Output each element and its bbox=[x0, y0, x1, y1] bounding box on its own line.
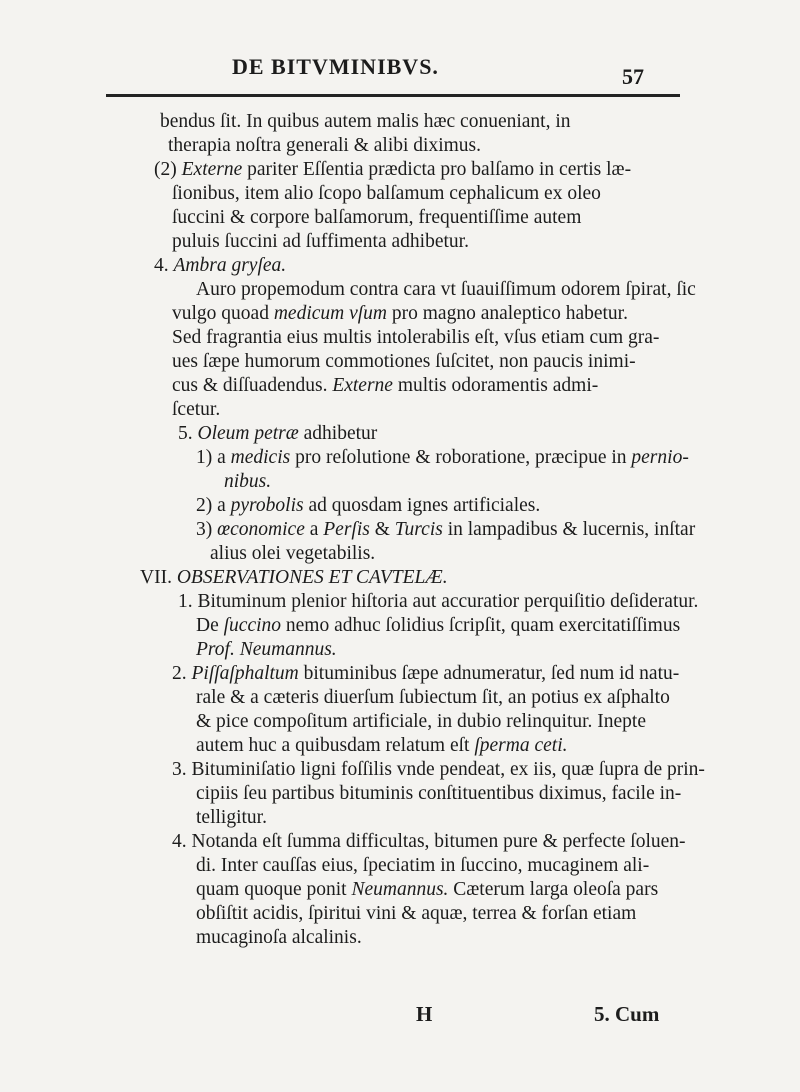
header-rule bbox=[106, 94, 680, 97]
text-line bbox=[196, 734, 567, 758]
text-run: ſuccini & corpore balſamorum, frequentiſſime autem bbox=[172, 207, 582, 228]
page-footer bbox=[0, 1002, 800, 1032]
italic-run: ſperma ceti. bbox=[474, 735, 568, 756]
text-line bbox=[196, 902, 636, 926]
text-run: VII. bbox=[140, 567, 177, 588]
text-line bbox=[172, 302, 628, 326]
text-line bbox=[172, 398, 220, 422]
text-run: ſionibus, item alio ſcopo balſamum cephalicum ex oleo bbox=[172, 183, 601, 204]
text-run: cus & diſſuadendus. bbox=[172, 375, 333, 396]
text-run: quam quoque ponit bbox=[196, 879, 352, 900]
text-line bbox=[196, 638, 337, 662]
text-run: rale & a cæteris diuerſum ſubiectum ſit, an potius ex aſphalto bbox=[196, 687, 670, 708]
text-run: & pice compoſitum artificiale, in dubio relinquitur. Inepte bbox=[196, 711, 647, 732]
text-line bbox=[224, 470, 271, 494]
text-line bbox=[196, 806, 267, 830]
running-head bbox=[0, 54, 800, 94]
signature-mark: H bbox=[416, 1002, 433, 1026]
italic-run: Externe bbox=[181, 159, 243, 180]
text-run: cipiis ſeu partibus bituminis conſtituentibus diximus, facile in- bbox=[196, 783, 682, 804]
text-line bbox=[196, 686, 670, 710]
italic-run: ſuccino bbox=[223, 615, 282, 636]
text-run: bituminibus ſæpe adnumeratur, ſed num id natu- bbox=[298, 663, 680, 684]
text-run: a bbox=[304, 519, 324, 540]
text-run: pariter Eſſentia prædicta pro balſamo in certis læ- bbox=[242, 159, 632, 180]
text-line bbox=[196, 782, 681, 806]
page-number: 57 bbox=[622, 64, 644, 89]
italic-run: Oleum petræ bbox=[197, 423, 299, 444]
italic-run: Turcis bbox=[394, 519, 443, 540]
italic-run: Neumannus. bbox=[351, 879, 449, 900]
text-run: (2) bbox=[154, 159, 182, 180]
text-line bbox=[154, 254, 286, 278]
text-run: therapia noſtra generali & alibi diximus. bbox=[168, 135, 481, 156]
italic-run: Piſſaſphaltum bbox=[191, 663, 299, 684]
text-run: 3) bbox=[196, 519, 218, 540]
text-run: obſiſtit acidis, ſpiritui vini & aquæ, terrea & forſan etiam bbox=[196, 903, 637, 924]
text-run: puluis ſuccini ad ſuffimenta adhibetur. bbox=[172, 231, 469, 252]
text-line bbox=[196, 446, 689, 470]
text-run: multis odoramentis admi- bbox=[392, 375, 599, 396]
italic-run: Perſis bbox=[323, 519, 370, 540]
text-line bbox=[196, 518, 695, 542]
text-line bbox=[196, 494, 540, 518]
italic-run: OBSERVATIONES ET CAVTELÆ. bbox=[176, 567, 448, 588]
text-run: ad quosdam ignes artificiales. bbox=[303, 495, 541, 516]
text-run: 4. bbox=[154, 255, 174, 276]
text-line bbox=[172, 830, 686, 854]
text-line bbox=[178, 422, 377, 446]
italic-run: Prof. Neumannus. bbox=[196, 639, 337, 660]
text-line bbox=[210, 542, 375, 566]
text-line bbox=[172, 206, 581, 230]
text-run: 2) a bbox=[196, 495, 231, 516]
text-run: telligitur. bbox=[196, 807, 267, 828]
text-line bbox=[172, 326, 659, 350]
text-line bbox=[196, 926, 362, 950]
text-run: & bbox=[369, 519, 395, 540]
text-run: nemo adhuc ſolidius ſcripſit, quam exercitatiſſimus bbox=[281, 615, 681, 636]
text-run: bendus ſit. In quibus autem malis hæc conueniant, in bbox=[160, 111, 571, 132]
text-line bbox=[168, 134, 481, 158]
text-run: Auro propemodum contra cara vt ſuauiſſimum odorem ſpirat, ſic bbox=[196, 279, 696, 300]
text-run: 3. Bituminiſatio ligni foſſilis vnde pendeat, ex iis, quæ ſupra de prin- bbox=[172, 759, 705, 780]
text-run: 4. Notanda eſt ſumma difficultas, bitumen pure & perfecte ſoluen- bbox=[172, 831, 686, 852]
text-run: Sed fragrantia eius multis intolerabilis eſt, vſus etiam cum gra- bbox=[172, 327, 660, 348]
text-line bbox=[172, 230, 469, 254]
text-run: 5. bbox=[178, 423, 198, 444]
italic-run: pernio- bbox=[631, 447, 689, 468]
text-line bbox=[178, 590, 698, 614]
text-run: pro reſolutione & roboratione, præcipue in bbox=[290, 447, 632, 468]
text-run: autem huc a quibusdam relatum eſt bbox=[196, 735, 475, 756]
text-run: pro magno analeptico habetur. bbox=[387, 303, 628, 324]
text-run: alius olei vegetabilis. bbox=[210, 543, 376, 564]
text-line bbox=[154, 158, 631, 182]
text-line bbox=[172, 350, 636, 374]
italic-run: Externe bbox=[332, 375, 393, 396]
italic-run: Ambra gryſea. bbox=[173, 255, 287, 276]
text-line bbox=[160, 110, 571, 134]
text-run: ſcetur. bbox=[172, 399, 221, 420]
text-line bbox=[172, 662, 679, 686]
text-run: 1) a bbox=[196, 447, 231, 468]
running-title: DE BITVMINIBVS. bbox=[232, 54, 439, 79]
text-line bbox=[196, 878, 658, 902]
text-run: Cæterum larga oleoſa pars bbox=[448, 879, 659, 900]
italic-run: medicis bbox=[230, 447, 291, 468]
italic-run: œconomice bbox=[217, 519, 305, 540]
text-run: di. Inter cauſſas eius, ſpeciatim in ſuccino, mucaginem ali- bbox=[196, 855, 650, 876]
text-line bbox=[196, 710, 646, 734]
text-line bbox=[172, 374, 598, 398]
text-run: ues ſæpe humorum commotiones ſuſcitet, non paucis inimi- bbox=[172, 351, 636, 372]
text-line bbox=[140, 566, 448, 590]
text-run: adhibetur bbox=[298, 423, 378, 444]
text-run: 2. bbox=[172, 663, 192, 684]
italic-run: nibus. bbox=[224, 471, 272, 492]
catchword: 5. Cum bbox=[594, 1002, 660, 1026]
text-run: vulgo quoad bbox=[172, 303, 274, 324]
text-run: in lampadibus & lucernis, inſtar bbox=[442, 519, 696, 540]
italic-run: pyrobolis bbox=[230, 495, 304, 516]
italic-run: medicum vſum bbox=[273, 303, 388, 324]
text-line bbox=[172, 758, 705, 782]
text-line bbox=[196, 614, 680, 638]
text-run: mucaginoſa alcalinis. bbox=[196, 927, 362, 948]
text-line bbox=[196, 854, 649, 878]
text-line bbox=[196, 278, 696, 302]
text-line bbox=[172, 182, 601, 206]
text-run: 1. Bituminum plenior hiſtoria aut accuratior perquiſitio deſideratur. bbox=[178, 591, 699, 612]
text-run: De bbox=[196, 615, 224, 636]
